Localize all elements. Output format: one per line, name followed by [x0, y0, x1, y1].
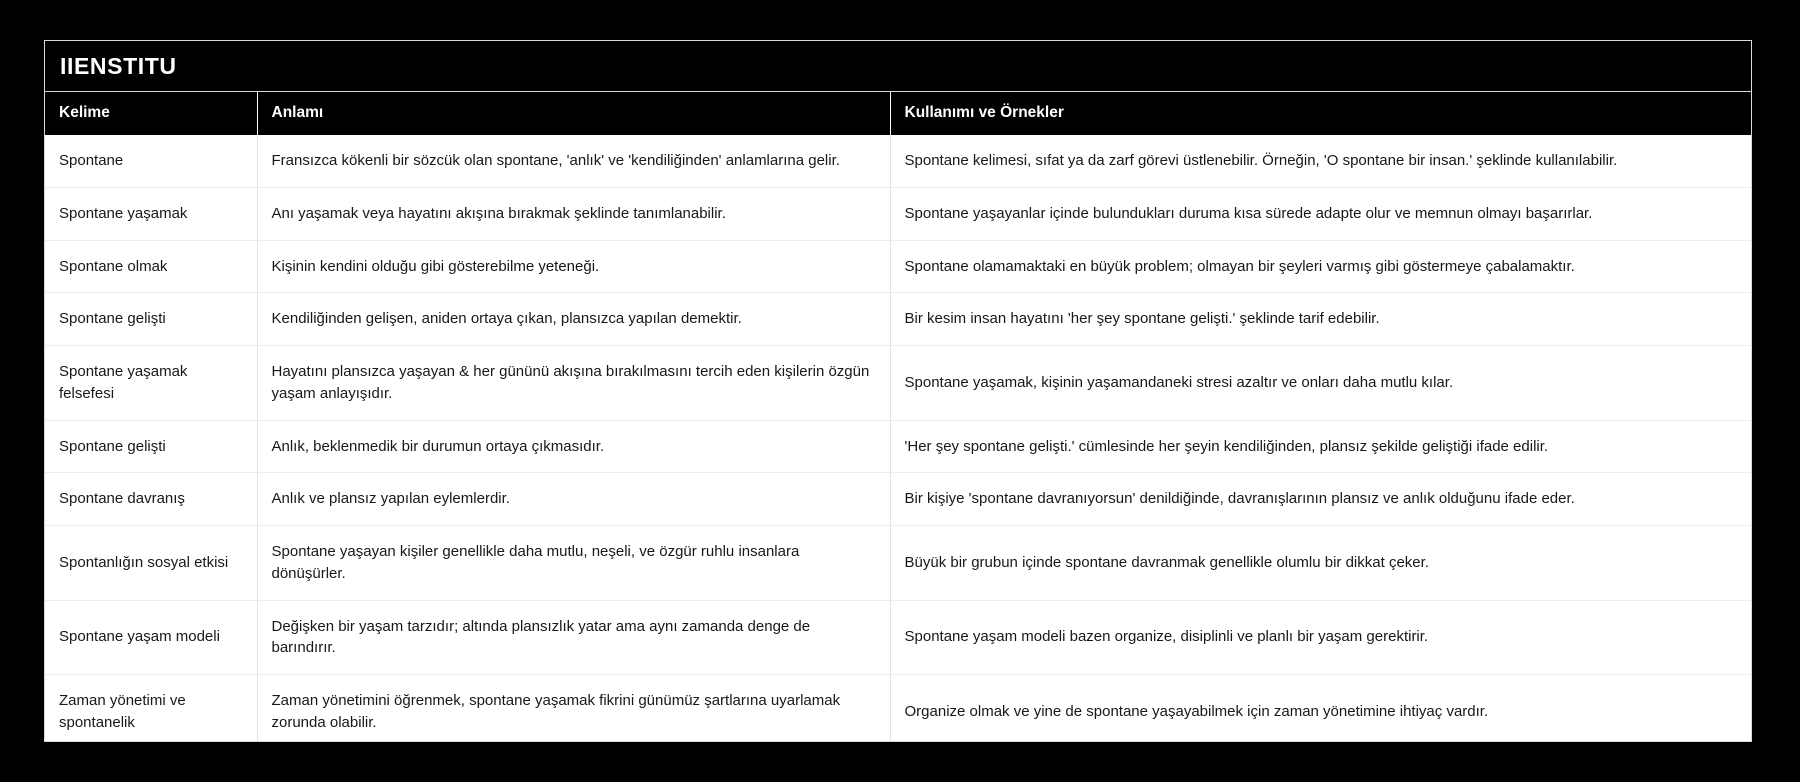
vocabulary-table: [45, 92, 1751, 742]
table-row[interactable]: [45, 600, 1751, 675]
cell-kelime: Spontane davranış: [45, 473, 257, 526]
column-header-anlami[interactable]: Anlamı: [257, 92, 890, 135]
table-row[interactable]: [45, 135, 1751, 187]
cell-kelime: Spontane gelişti: [45, 293, 257, 346]
cell-kullanimi-ve-ornekler: Bir kişiye 'spontane davranıyorsun' denildiğinde, davranışlarının plansız ve anlık olduğunu ifade eder.: [890, 473, 1751, 526]
cell-kelime: Spontane gelişti: [45, 420, 257, 473]
table-row[interactable]: [45, 240, 1751, 293]
cell-kelime: Spontane yaşamak: [45, 187, 257, 240]
table-row[interactable]: [45, 420, 1751, 473]
cell-kelime: Spontane yaşam modeli: [45, 600, 257, 675]
brand-title: IIENSTITU: [60, 52, 177, 79]
cell-anlami: Kişinin kendini olduğu gibi gösterebilme yeteneği.: [257, 240, 890, 293]
cell-anlami: Hayatını plansızca yaşayan & her gününü akışına bırakılmasını tercih eden kişilerin özgün yaşam anlayışıdır.: [257, 346, 890, 421]
cell-kelime: Spontane: [45, 135, 257, 187]
cell-anlami: Fransızca kökenli bir sözcük olan spontane, 'anlık' ve 'kendiliğinden' anlamlarına gelir.: [257, 135, 890, 187]
cell-kelime: Spontane yaşamak felsefesi: [45, 346, 257, 421]
vocabulary-table-card: [44, 40, 1752, 742]
cell-kullanimi-ve-ornekler: Bir kesim insan hayatını 'her şey spontane gelişti.' şeklinde tarif edebilir.: [890, 293, 1751, 346]
cell-kelime: Spontanlığın sosyal etkisi: [45, 526, 257, 601]
column-header-kelime[interactable]: Kelime: [45, 92, 257, 135]
cell-anlami: Anı yaşamak veya hayatını akışına bırakmak şeklinde tanımlanabilir.: [257, 187, 890, 240]
table-head: [45, 92, 1751, 135]
table-row[interactable]: [45, 675, 1751, 743]
cell-kullanimi-ve-ornekler: Spontane yaşamak, kişinin yaşamandaneki stresi azaltır ve onları daha mutlu kılar.: [890, 346, 1751, 421]
table-row[interactable]: [45, 293, 1751, 346]
cell-anlami: Anlık, beklenmedik bir durumun ortaya çıkmasıdır.: [257, 420, 890, 473]
cell-kullanimi-ve-ornekler: 'Her şey spontane gelişti.' cümlesinde her şeyin kendiliğinden, plansız şekilde geliştiği ifade edilir.: [890, 420, 1751, 473]
cell-kullanimi-ve-ornekler: Spontane kelimesi, sıfat ya da zarf görevi üstlenebilir. Örneğin, 'O spontane bir insan.' şeklinde kullanılabilir.: [890, 135, 1751, 187]
cell-anlami: Değişken bir yaşam tarzıdır; altında plansızlık yatar ama aynı zamanda denge de barındırır.: [257, 600, 890, 675]
table-row[interactable]: [45, 187, 1751, 240]
cell-kullanimi-ve-ornekler: Organize olmak ve yine de spontane yaşayabilmek için zaman yönetimine ihtiyaç vardır.: [890, 675, 1751, 743]
cell-anlami: Zaman yönetimini öğrenmek, spontane yaşamak fikrini günümüz şartlarına uyarlamak zorunda olabilir.: [257, 675, 890, 743]
table-header-row: [45, 92, 1751, 135]
table-row[interactable]: [45, 346, 1751, 421]
cell-kullanimi-ve-ornekler: Spontane olamamaktaki en büyük problem; olmayan bir şeyleri varmış gibi göstermeye çabalamaktır.: [890, 240, 1751, 293]
cell-anlami: Anlık ve plansız yapılan eylemlerdir.: [257, 473, 890, 526]
table-row[interactable]: [45, 526, 1751, 601]
column-header-kullanimi-ve-ornekler[interactable]: Kullanımı ve Örnekler: [890, 92, 1751, 135]
cell-kelime: Spontane olmak: [45, 240, 257, 293]
table-row[interactable]: [45, 473, 1751, 526]
table-body: [45, 135, 1751, 742]
cell-kelime: Zaman yönetimi ve spontanelik: [45, 675, 257, 743]
cell-kullanimi-ve-ornekler: Büyük bir grubun içinde spontane davranmak genellikle olumlu bir dikkat çeker.: [890, 526, 1751, 601]
cell-anlami: Kendiliğinden gelişen, aniden ortaya çıkan, plansızca yapılan demektir.: [257, 293, 890, 346]
brand-header: [45, 41, 1751, 92]
cell-kullanimi-ve-ornekler: Spontane yaşam modeli bazen organize, disiplinli ve planlı bir yaşam gerektirir.: [890, 600, 1751, 675]
cell-kullanimi-ve-ornekler: Spontane yaşayanlar içinde bulundukları duruma kısa sürede adapte olur ve memnun olmayı başarırlar.: [890, 187, 1751, 240]
cell-anlami: Spontane yaşayan kişiler genellikle daha mutlu, neşeli, ve özgür ruhlu insanlara dönüşürler.: [257, 526, 890, 601]
